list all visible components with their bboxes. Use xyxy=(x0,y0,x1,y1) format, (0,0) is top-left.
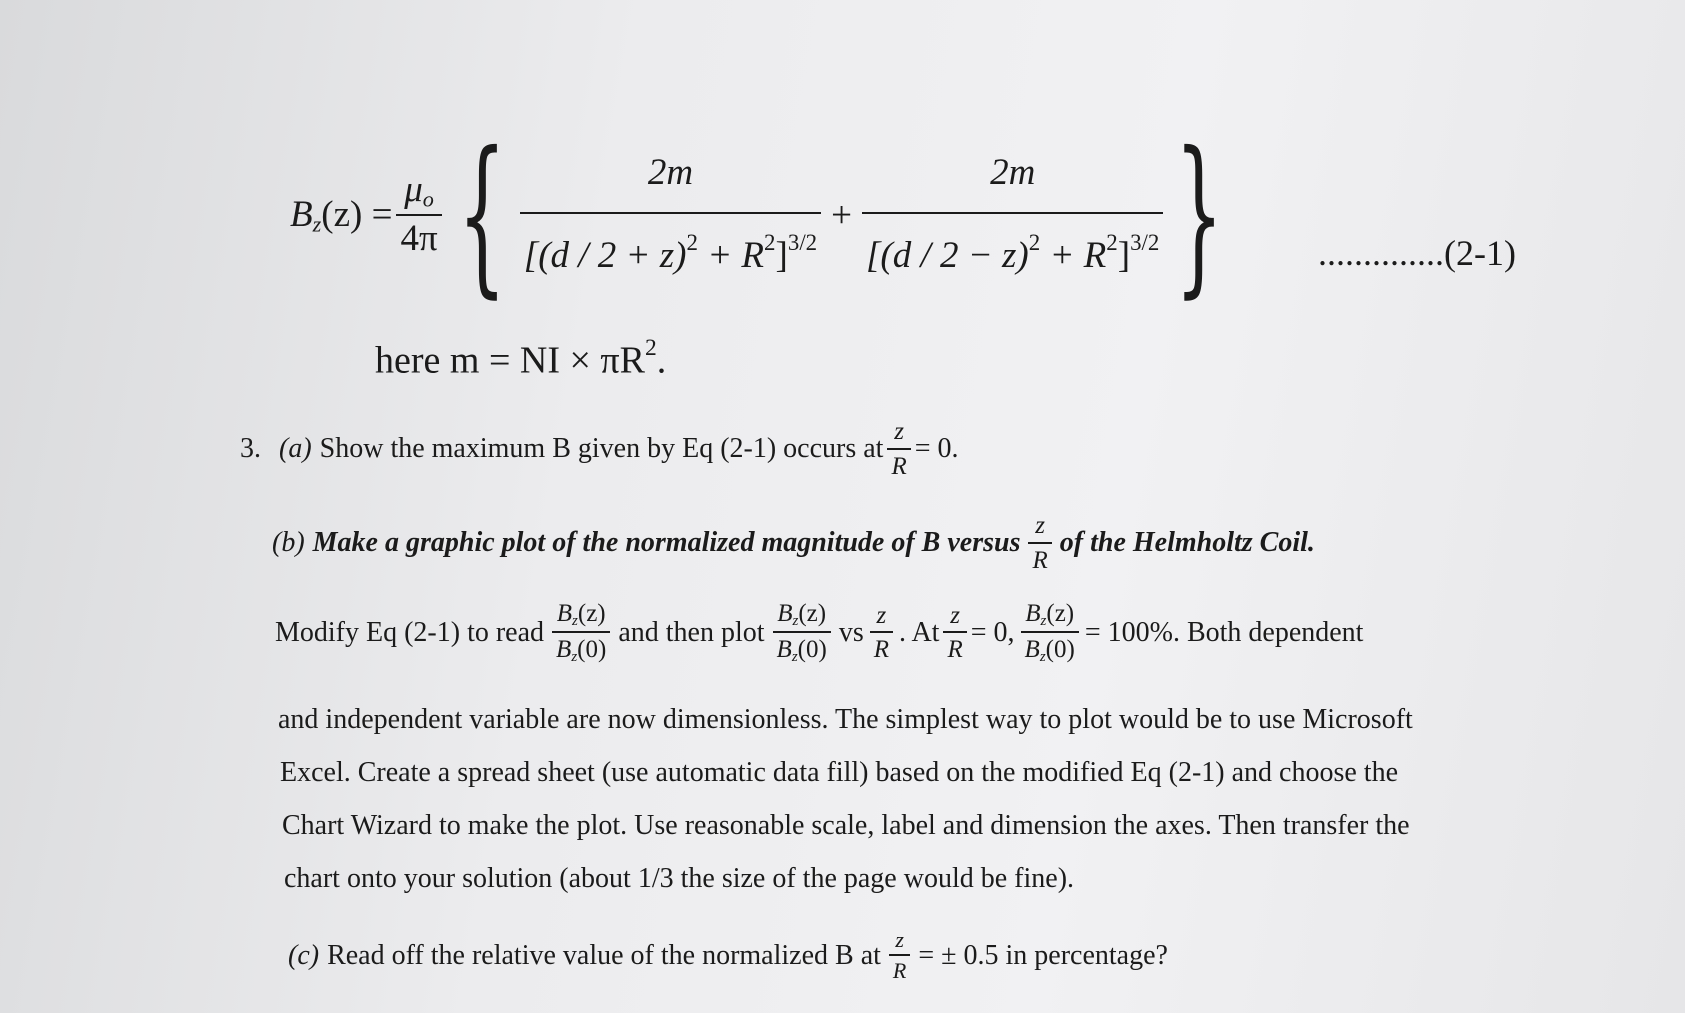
paragraph-line-3: Excel. Create a spread sheet (use automatic data fill) based on the modified Eq (2-1) and choose the xyxy=(280,757,1399,788)
question-3b: (b) Make a graphic plot of the normalized magnitude of B versus $\frac{z}{R}$ of the Helmholtz Coil. xyxy=(272,512,1315,574)
bz-ratio-1: $\frac{B_z(z)}{B_z(0)}$ xyxy=(552,600,610,666)
question-number: 3. xyxy=(240,433,261,464)
equation-label: ..............(2-1) xyxy=(1318,233,1516,273)
here-definition: here m = NI × $\pi R^2$. xyxy=(375,335,667,382)
eq-plus: + xyxy=(831,194,853,236)
eq-term-1: $\frac{2m}{[(d / 2 + z)^2 + R^2]^{3/2}}$ xyxy=(520,153,821,277)
eq-lhs: $B_z(z)$ = xyxy=(290,193,393,237)
modify-line: Modify Eq (2-1) to read $\frac{B_z(z)}{B_z(0)}$ and then plot $\frac{B_z(z)}{B_z(0)}$ vs $\frac{z}{R}$ . At $\frac{z}{R}$ = 0, $\frac{B_z(z)}{B_z(0)}$ = 100%. Both dependent xyxy=(275,600,1364,665)
z-over-r-fraction: $\frac{z}{R}$ xyxy=(870,602,893,664)
paragraph-line-4: Chart Wizard to make the plot. Use reasonable scale, label and dimension the axes. Then transfer the xyxy=(282,810,1410,841)
eq-term-2: $\frac{2m}{[(d / 2 - z)^2 + R^2]^{3/2}}$ xyxy=(862,153,1163,277)
z-over-r-fraction: $\frac{z}{R}$ xyxy=(943,602,966,664)
bz-ratio-3: $\frac{B_z(z)}{B_z(0)}$ xyxy=(1021,600,1079,666)
paragraph-line-5: chart onto your solution (about 1/3 the size of the page would be fine). xyxy=(284,863,1075,894)
z-over-r-fraction: $\frac{z}{R}$ xyxy=(889,928,910,983)
z-over-r-fraction: $\frac{z}{R}$ xyxy=(887,418,910,480)
right-brace: } xyxy=(1175,116,1224,314)
equation-2-1 xyxy=(290,116,1236,314)
question-3a: 3. (a) Show the maximum B given by Eq (2-1) occurs at $\frac{z}{R}$ = 0. xyxy=(240,418,959,480)
left-brace: { xyxy=(457,116,507,314)
paragraph-line-2: and independent variable are now dimensionless. The simplest way to plot would be to use Microsoft xyxy=(278,704,1413,735)
question-3c: (c) Read off the relative value of the normalized B at $\frac{z}{R}$ = ± 0.5 in percentage? xyxy=(288,927,1168,984)
eq-coefficient: $\frac{\mu_o}{4\pi}$ xyxy=(396,170,441,260)
z-over-r-fraction: $\frac{z}{R}$ xyxy=(1028,512,1051,574)
bz-ratio-2: $\frac{B_z(z)}{B_z(0)}$ xyxy=(773,600,831,666)
